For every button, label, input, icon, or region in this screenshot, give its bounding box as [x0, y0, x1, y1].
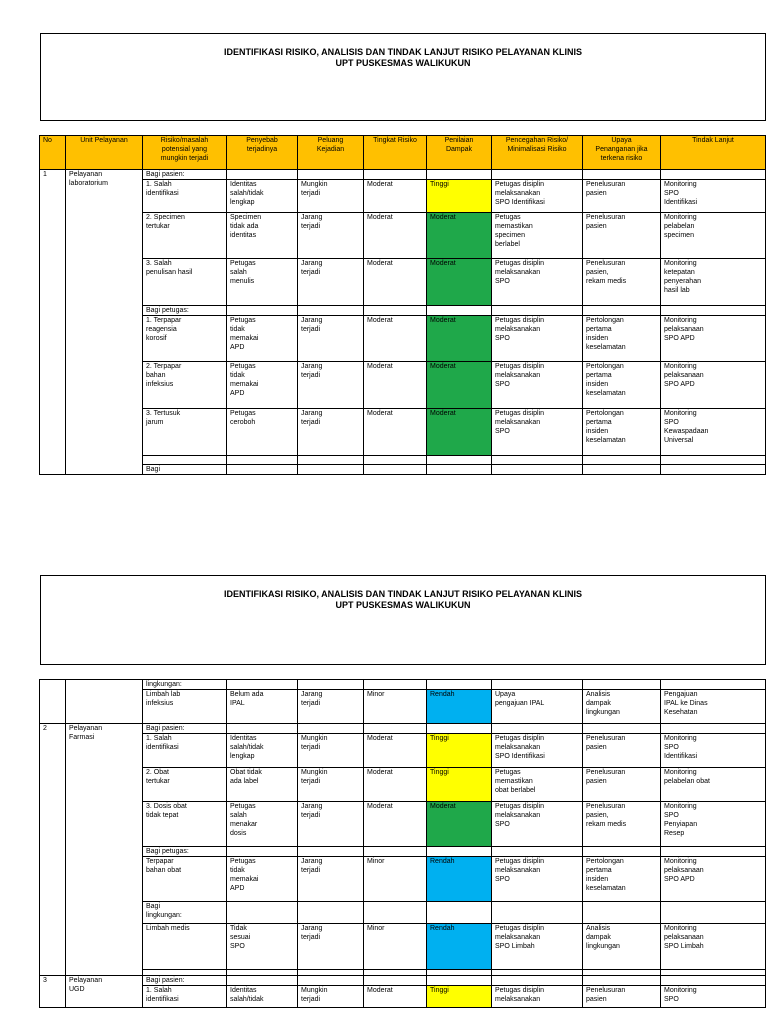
tingkat-cell: Moderat — [364, 213, 427, 259]
risiko-cell: 3. Salah penulisan hasil — [143, 259, 227, 306]
penyebab-cell: Petugas tidak memakai APD — [227, 316, 298, 362]
tindak-cell: Monitoring pelabelan specimen — [661, 213, 766, 259]
peluang-cell: Mungkin terjadi — [298, 734, 364, 768]
risiko-cell: 1. Salah identifikasi — [143, 986, 227, 1008]
table-row — [40, 170, 766, 180]
risiko-cell: 1. Salah identifikasi — [143, 180, 227, 213]
penyebab-cell: Petugas tidak memakai APD — [227, 857, 298, 902]
table-row — [40, 724, 766, 734]
upaya-cell: Penelusuran pasien — [583, 213, 661, 259]
upaya-cell: Penelusuran pasien — [583, 734, 661, 768]
section-label: Bagi — [143, 465, 227, 475]
unit-number: 1 — [40, 170, 66, 475]
upaya-cell: Penelusuran pasien, rekam medis — [583, 802, 661, 847]
peluang-cell: Jarang terjadi — [298, 802, 364, 847]
risk-table-page-1 — [39, 135, 766, 475]
pencegahan-cell: Petugas disiplin melaksanakan SPO — [492, 857, 583, 902]
tingkat-cell: Moderat — [364, 362, 427, 409]
tingkat-cell: Minor — [364, 924, 427, 970]
col-header-dampak: Penilaian Dampak — [427, 136, 492, 170]
risiko-cell: 1. Salah identifikasi — [143, 734, 227, 768]
upaya-cell: Pertolongan pertama insiden keselamatan — [583, 857, 661, 902]
title-line-2: UPT PUSKESMAS WALIKUKUN — [335, 58, 471, 68]
upaya-cell: Penelusuran pasien — [583, 986, 661, 1008]
table-row — [40, 680, 766, 690]
dampak-cell: Rendah — [427, 924, 492, 970]
upaya-cell: Analisis dampak lingkungan — [583, 924, 661, 970]
upaya-cell: Pertolongan pertama insiden keselamatan — [583, 409, 661, 456]
tindak-cell: Monitoring pelaksanaan SPO APD — [661, 857, 766, 902]
peluang-cell: Jarang terjadi — [298, 259, 364, 306]
table-row — [40, 924, 766, 970]
risiko-cell: Limbah lab infeksius — [143, 690, 227, 724]
table-row — [40, 857, 766, 902]
penyebab-cell: Petugas ceroboh — [227, 409, 298, 456]
risiko-cell: Terpapar bahan obat — [143, 857, 227, 902]
section-label: Bagi pasien: — [143, 724, 227, 734]
tindak-cell: Monitoring SPO Penyiapan Resep — [661, 802, 766, 847]
table-row — [40, 847, 766, 857]
risiko-cell: 2. Obat tertukar — [143, 768, 227, 802]
unit-name: Pelayanan Farmasi — [66, 724, 143, 976]
pencegahan-cell: Petugas disiplin melaksanakan SPO Identifikasi — [492, 734, 583, 768]
tindak-cell: Pengajuan IPAL ke Dinas Kesehatan — [661, 690, 766, 724]
peluang-cell: Jarang terjadi — [298, 857, 364, 902]
penyebab-cell: Belum ada IPAL — [227, 690, 298, 724]
upaya-cell: Penelusuran pasien, rekam medis — [583, 259, 661, 306]
table-row — [40, 986, 766, 1008]
pencegahan-cell: Petugas disiplin melaksanakan — [492, 986, 583, 1008]
col-header-upaya: Upaya Penanganan jika terkena risiko — [583, 136, 661, 170]
penyebab-cell: Petugas tidak memakai APD — [227, 362, 298, 409]
pencegahan-cell: Petugas disiplin melaksanakan SPO — [492, 316, 583, 362]
table-row — [40, 456, 766, 465]
unit-name: Pelayanan laboratorium — [66, 170, 143, 475]
tindak-cell: Monitoring pelaksanaan SPO APD — [661, 316, 766, 362]
col-header-tingkat: Tingkat Risiko — [364, 136, 427, 170]
title-line-1: IDENTIFIKASI RISIKO, ANALISIS DAN TINDAK LANJUT RISIKO PELAYANAN KLINIS — [223, 589, 583, 599]
col-header-no: No — [40, 136, 66, 170]
tindak-cell: Monitoring pelaksanaan SPO APD — [661, 362, 766, 409]
dampak-cell: Tinggi — [427, 768, 492, 802]
table-row — [40, 306, 766, 316]
tindak-cell: Monitoring pelabelan obat — [661, 768, 766, 802]
tingkat-cell: Moderat — [364, 316, 427, 362]
section-label: Bagi pasien: — [143, 976, 227, 986]
risiko-cell: 2. Terpapar bahan infeksius — [143, 362, 227, 409]
dampak-cell: Rendah — [427, 857, 492, 902]
table-row — [40, 465, 766, 475]
tindak-cell: Monitoring SPO — [661, 986, 766, 1008]
tingkat-cell: Moderat — [364, 259, 427, 306]
tingkat-cell: Minor — [364, 690, 427, 724]
tingkat-cell: Moderat — [364, 180, 427, 213]
col-header-penyebab: Penyebab terjadinya — [227, 136, 298, 170]
section-label: Bagi pasien: — [143, 170, 227, 180]
penyebab-cell: Petugas salah menakar dosis — [227, 802, 298, 847]
table-row — [40, 259, 766, 306]
dampak-cell: Moderat — [427, 259, 492, 306]
pencegahan-cell: Petugas disiplin melaksanakan SPO Identifikasi — [492, 180, 583, 213]
dampak-cell: Rendah — [427, 690, 492, 724]
penyebab-cell: Specimen tidak ada identitas — [227, 213, 298, 259]
dampak-cell: Moderat — [427, 362, 492, 409]
penyebab-cell: Identitas salah/tidak — [227, 986, 298, 1008]
peluang-cell: Jarang terjadi — [298, 924, 364, 970]
risiko-cell: 3. Tertusuk jarum — [143, 409, 227, 456]
risiko-cell: 2. Specimen tertukar — [143, 213, 227, 259]
pencegahan-cell: Petugas disiplin melaksanakan SPO — [492, 362, 583, 409]
upaya-cell: Pertolongan pertama insiden keselamatan — [583, 316, 661, 362]
penyebab-cell: Identitas salah/tidak lengkap — [227, 734, 298, 768]
table-row — [40, 902, 766, 924]
pencegahan-cell: Petugas disiplin melaksanakan SPO — [492, 259, 583, 306]
dampak-cell: Moderat — [427, 213, 492, 259]
page-2-title-box — [40, 575, 766, 665]
peluang-cell: Mungkin terjadi — [298, 986, 364, 1008]
tingkat-cell: Moderat — [364, 734, 427, 768]
upaya-cell: Penelusuran pasien — [583, 180, 661, 213]
dampak-cell: Tinggi — [427, 734, 492, 768]
peluang-cell: Mungkin terjadi — [298, 768, 364, 802]
upaya-cell: Pertolongan pertama insiden keselamatan — [583, 362, 661, 409]
tindak-cell: Monitoring SPO Kewaspadaan Universal — [661, 409, 766, 456]
col-header-unit: Unit Pelayanan — [66, 136, 143, 170]
unit-number: 3 — [40, 976, 66, 1008]
table-row — [40, 316, 766, 362]
peluang-cell: Jarang terjadi — [298, 362, 364, 409]
dampak-cell: Moderat — [427, 409, 492, 456]
col-header-pencegahan: Pencegahan Risiko/ Minimalisasi Risiko — [492, 136, 583, 170]
tingkat-cell: Moderat — [364, 802, 427, 847]
col-header-peluang: Peluang Kejadian — [298, 136, 364, 170]
unit-number: 2 — [40, 724, 66, 976]
section-label: Bagi petugas: — [143, 306, 227, 316]
tingkat-cell: Moderat — [364, 409, 427, 456]
table-row — [40, 362, 766, 409]
section-label: Bagi petugas: — [143, 847, 227, 857]
table-row — [40, 213, 766, 259]
risk-table-page-2 — [39, 679, 766, 1008]
peluang-cell: Jarang terjadi — [298, 316, 364, 362]
tindak-cell: Monitoring SPO Identifikasi — [661, 180, 766, 213]
pencegahan-cell: Petugas memastikan obat berlabel — [492, 768, 583, 802]
upaya-cell: Analisis dampak lingkungan — [583, 690, 661, 724]
title-line-1: IDENTIFIKASI RISIKO, ANALISIS DAN TINDAK LANJUT RISIKO PELAYANAN KLINIS — [223, 47, 583, 57]
table-row — [40, 180, 766, 213]
penyebab-cell: Identitas salah/tidak lengkap — [227, 180, 298, 213]
table-row — [40, 409, 766, 456]
table-row — [40, 976, 766, 986]
pencegahan-cell: Petugas memastikan specimen berlabel — [492, 213, 583, 259]
tindak-cell: Monitoring SPO Identifikasi — [661, 734, 766, 768]
tingkat-cell: Moderat — [364, 768, 427, 802]
peluang-cell: Mungkin terjadi — [298, 180, 364, 213]
penyebab-cell: Obat tidak ada label — [227, 768, 298, 802]
pencegahan-cell: Petugas disiplin melaksanakan SPO — [492, 802, 583, 847]
section-label: lingkungan: — [143, 680, 227, 690]
risiko-cell: Limbah medis — [143, 924, 227, 970]
dampak-cell: Tinggi — [427, 180, 492, 213]
penyebab-cell: Tidak sesuai SPO — [227, 924, 298, 970]
table-row — [40, 690, 766, 724]
dampak-cell: Tinggi — [427, 986, 492, 1008]
penyebab-cell: Petugas salah menulis — [227, 259, 298, 306]
table-row — [40, 768, 766, 802]
unit-name: Pelayanan UGD — [66, 976, 143, 1008]
peluang-cell: Jarang terjadi — [298, 409, 364, 456]
pencegahan-cell: Petugas disiplin melaksanakan SPO Limbah — [492, 924, 583, 970]
upaya-cell: Penelusuran pasien — [583, 768, 661, 802]
pencegahan-cell: Petugas disiplin melaksanakan SPO — [492, 409, 583, 456]
risiko-cell: 1. Terpapar reagensia korosif — [143, 316, 227, 362]
table-row — [40, 734, 766, 768]
col-header-tindak: Tindak Lanjut — [661, 136, 766, 170]
tingkat-cell: Minor — [364, 857, 427, 902]
dampak-cell: Moderat — [427, 316, 492, 362]
section-label: Bagi lingkungan: — [143, 902, 227, 924]
page-1-title-box — [40, 33, 766, 121]
peluang-cell: Jarang terjadi — [298, 690, 364, 724]
tindak-cell: Monitoring ketepatan penyerahan hasil lab — [661, 259, 766, 306]
title-line-2: UPT PUSKESMAS WALIKUKUN — [335, 600, 471, 610]
pencegahan-cell: Upaya pengajuan IPAL — [492, 690, 583, 724]
tingkat-cell: Moderat — [364, 986, 427, 1008]
peluang-cell: Jarang terjadi — [298, 213, 364, 259]
col-header-risiko: Risiko/masalah potensial yang mungkin terjadi — [143, 136, 227, 170]
risiko-cell: 3. Dosis obat tidak tepat — [143, 802, 227, 847]
dampak-cell: Moderat — [427, 802, 492, 847]
table-header-row — [40, 136, 766, 170]
table-row — [40, 802, 766, 847]
tindak-cell: Monitoring pelaksanaan SPO Limbah — [661, 924, 766, 970]
